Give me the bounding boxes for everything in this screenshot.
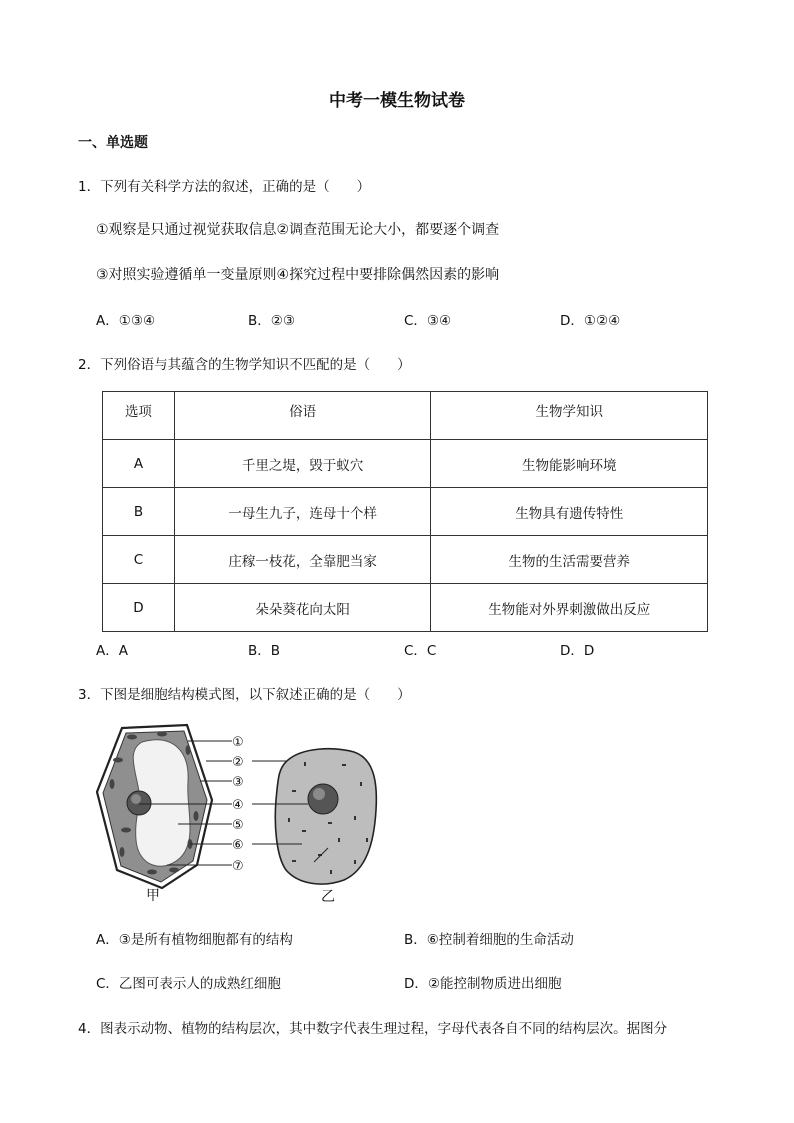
table-cell: 千里之堤，毁于蚁穴 — [174, 440, 431, 488]
q1-statement-line-1: ①观察是只通过视觉获取信息②调查范围无论大小，都要逐个调查 — [96, 222, 500, 238]
q3-option-b[interactable]: B．⑥控制着细胞的生命活动 — [404, 932, 574, 948]
table-row — [103, 440, 708, 488]
animal-cell-diagram — [275, 749, 376, 884]
q2-option-d[interactable]: D．D — [560, 643, 595, 659]
q1-stem: 1．下列有关科学方法的叙述，正确的是（ ） — [78, 179, 371, 195]
table-cell: 生物的生活需要营养 — [431, 536, 708, 584]
q2-option-b[interactable]: B．B — [248, 643, 281, 659]
figure-label-7: ⑦ — [232, 859, 244, 874]
table-cell: 生物具有遗传特性 — [431, 488, 708, 536]
q3-stem: 3．下图是细胞结构模式图，以下叙述正确的是（ ） — [78, 687, 411, 703]
table-cell: A — [103, 440, 175, 488]
q1-option-a[interactable]: A．①③④ — [96, 313, 156, 329]
table-cell: D — [103, 584, 175, 632]
table-header-cell: 生物学知识 — [431, 392, 708, 440]
section-heading: 一、单选题 — [78, 135, 148, 151]
table-cell: 一母生九子，连母十个样 — [174, 488, 431, 536]
table-row — [103, 536, 708, 584]
q4-stem: 4．图表示动物、植物的结构层次，其中数字代表生理过程，字母代表各自不同的结构层次。据图分 — [78, 1021, 668, 1037]
figure-label-6: ⑥ — [232, 838, 244, 853]
table-cell: B — [103, 488, 175, 536]
q3-option-d[interactable]: D．②能控制物质进出细胞 — [404, 976, 562, 992]
q3-option-a[interactable]: A．③是所有植物细胞都有的结构 — [96, 932, 293, 948]
table-header-row — [103, 392, 708, 440]
q2-option-a[interactable]: A．A — [96, 643, 128, 659]
q2-stem: 2．下列俗语与其蕴含的生物学知识不匹配的是（ ） — [78, 357, 411, 373]
table-cell: 生物能对外界刺激做出反应 — [431, 584, 708, 632]
q2-option-c[interactable]: C．C — [404, 643, 437, 659]
table-cell: 生物能影响环境 — [431, 440, 708, 488]
q3-option-c[interactable]: C．乙图可表示人的成熟红细胞 — [96, 976, 281, 992]
table-cell: 朵朵葵花向太阳 — [174, 584, 431, 632]
figure-caption-left: 甲 — [146, 888, 160, 904]
table-header-cell: 选项 — [103, 392, 175, 440]
figure-label-3: ③ — [232, 775, 244, 790]
q1-option-d[interactable]: D．①②④ — [560, 313, 621, 329]
table-cell: 庄稼一枝花，全靠肥当家 — [174, 536, 431, 584]
plant-cell-diagram — [97, 725, 212, 888]
paper-title: 中考一模生物试卷 — [329, 91, 465, 111]
figure-label-2: ② — [232, 755, 244, 770]
figure-caption-right: 乙 — [321, 889, 335, 905]
table-cell: C — [103, 536, 175, 584]
figure-label-4: ④ — [232, 798, 244, 813]
q1-option-c[interactable]: C．③④ — [404, 313, 452, 329]
figure-label-5: ⑤ — [232, 818, 244, 833]
q2-table — [102, 391, 708, 632]
figure-label-1: ① — [232, 735, 244, 750]
q1-option-b[interactable]: B．②③ — [248, 313, 295, 329]
q1-statement-line-2: ③对照实验遵循单一变量原则④探究过程中要排除偶然因素的影响 — [96, 267, 500, 283]
cell-structure-figure — [92, 720, 392, 910]
table-header-cell: 俗语 — [174, 392, 431, 440]
table-row — [103, 488, 708, 536]
table-row — [103, 584, 708, 632]
